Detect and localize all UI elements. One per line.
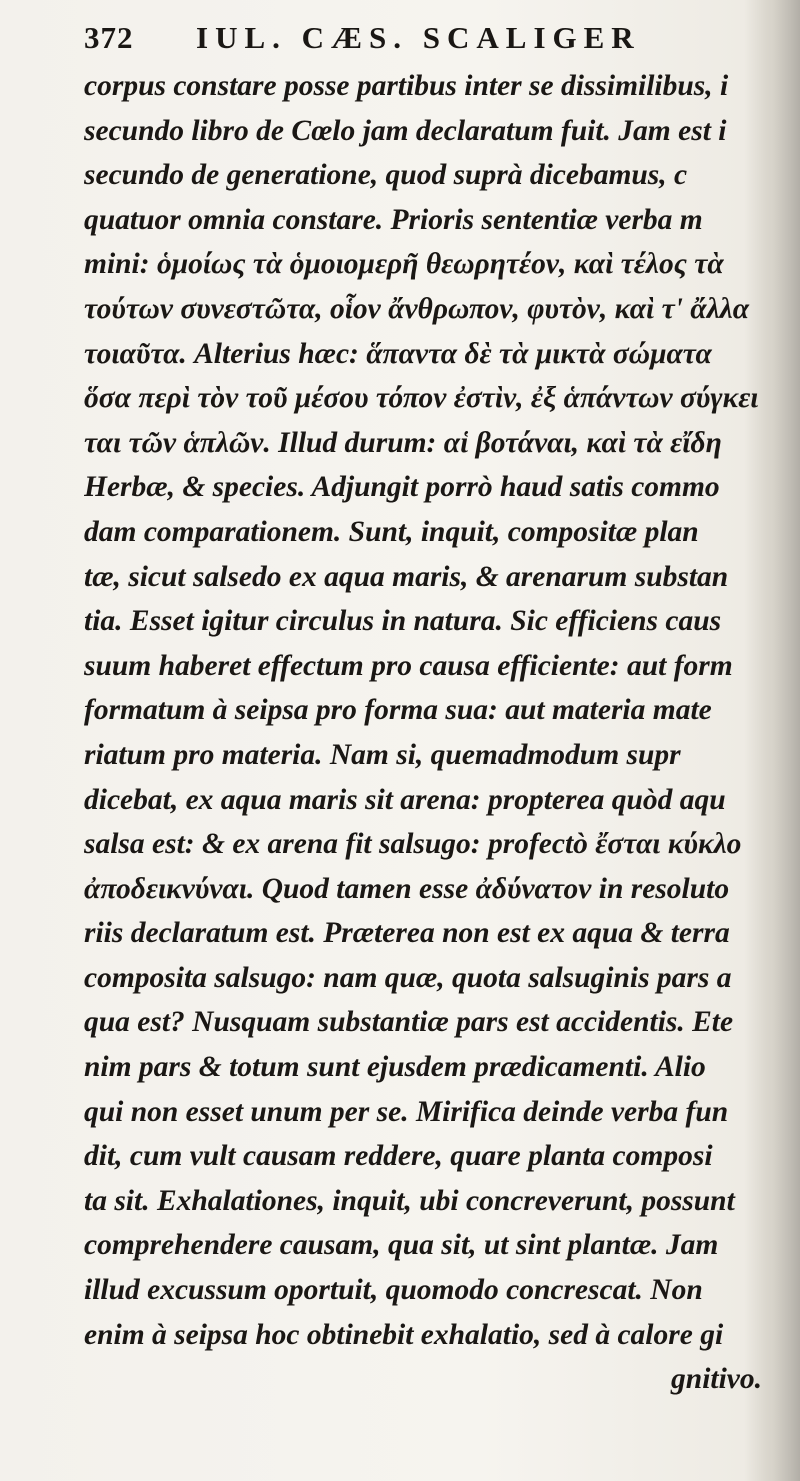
text-line: τούτων συνεστῶτα, οἷον ἄνθρωπον, φυτὸν, καὶ τ' ἄλλα (84, 292, 750, 325)
text-line: ὅσα περὶ τὸν τοῦ μέσου τόπον ἐστὶν, ἐξ ἁπάντων σύγκει (84, 382, 759, 415)
text-line: τοιαῦτα. Alterius hæc: ἅπαντα δὲ τὰ μικτὰ σώματα (84, 337, 712, 370)
text-line: secundo libro de Cœlo jam declaratum fuit. Jam est i (84, 114, 727, 147)
text-line: Herbæ, & species. Adjungit porrò haud satis commo (84, 471, 720, 504)
body-text (84, 64, 786, 1402)
text-line: dit, cum vult causam reddere, quare planta composi (84, 1140, 713, 1173)
text-line: riis declaratum est. Præterea non est ex aqua & terra (84, 917, 730, 950)
text-line: quatuor omnia constare. Prioris sententiæ verba m (84, 203, 703, 236)
page-header (84, 14, 774, 62)
text-line: enim à seipsa hoc obtinebit exhalatio, sed à calore gi (84, 1318, 724, 1351)
text-line: ται τῶν ἁπλῶν. Illud durum: αἱ βοτάναι, καὶ τὰ εἴδη (84, 426, 722, 459)
text-line: tæ, sicut salsedo ex aqua maris, & arenarum substan (84, 560, 729, 593)
text-line: dam comparationem. Sunt, inquit, compositæ plan (84, 515, 699, 548)
running-head: IUL. CÆS. SCALIGER (196, 20, 641, 55)
text-line: qua est? Nusquam substantiæ pars est accidentis. Ete (84, 1006, 734, 1039)
text-line: secundo de generatione, quod suprà dicebamus, c (84, 159, 688, 192)
text-line: salsa est: & ex arena fit salsugo: profectò ἔσται κύκλο (84, 828, 742, 861)
text-line: nim pars & totum sunt ejusdem prædicamenti. Alio (84, 1051, 706, 1084)
text-line: formatum à seipsa pro forma sua: aut materia mate (84, 694, 712, 727)
text-line: tia. Esset igitur circulus in natura. Sic efficiens caus (84, 605, 722, 638)
text-line: composita salsugo: nam quæ, quota salsuginis pars a (84, 961, 732, 994)
text-line: corpus constare posse partibus inter se dissimilibus, i (84, 70, 729, 102)
text-line: mini: ὁμοίως τὰ ὁμοιομερῆ θεωρητέον, καὶ τέλος τὰ (84, 248, 724, 281)
page-number: 372 (84, 20, 134, 55)
text-line: riatum pro materia. Nam si, quemadmodum supr (84, 738, 681, 771)
text-line: suum haberet effectum pro causa efficiente: aut form (84, 649, 733, 682)
text-line-final: gnitivo. (671, 1363, 762, 1396)
text-line: illud excussum oportuit, quomodo concrescat. Non (84, 1274, 703, 1307)
text-line: qui non esset unum per se. Mirifica deinde verba fun (84, 1095, 729, 1128)
text-line: dicebat, ex aqua maris sit arena: propterea quòd aqu (84, 783, 726, 816)
text-line: ta sit. Exhalationes, inquit, ubi concreverunt, possunt (84, 1184, 735, 1217)
text-line: comprehendere causam, qua sit, ut sint plantæ. Jam (84, 1229, 719, 1262)
text-line: ἀποδεικνύναι. Quod tamen esse ἀδύνατον in resoluto (84, 872, 730, 905)
